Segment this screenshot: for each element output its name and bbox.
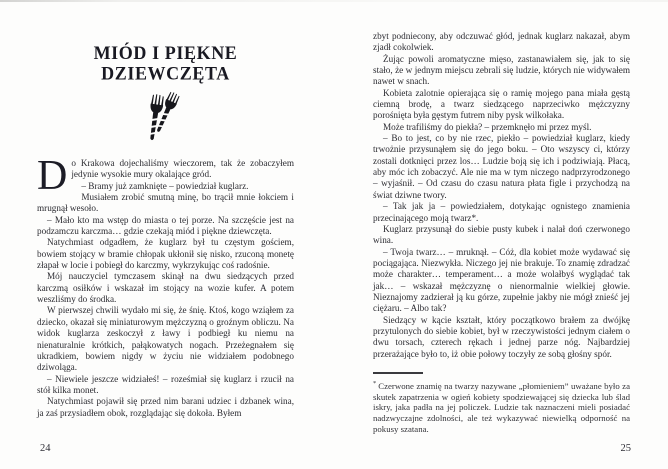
paragraph: Natychmiast odgadłem, że kuglarz był tu częstym gościem, bowiem stojący w bramie chłopak ukłonił się nisko, rzuconą monetę złapał w locie i pobiegł do karczmy, wykrzykując coś radośnie. <box>37 237 294 271</box>
paragraph: – Bo to jest, co by nie rzec, piekło – powiedział kuglarz, kiedy trwożnie przysunąłem się do jego boku. – Oto wszyscy ci, którzy zostali dotknięci przez los… Ludzie boją się ich i podziwiają. Płacą, aby móc ich zobaczyć. Ale nie ma w tym niczego nadprzyrodzonego – wyjaśnił. – Od czasu do czasu natura płata figle i przychodzą na świat dziwne twory. <box>373 133 630 200</box>
two-forks-icon <box>37 91 294 145</box>
footnote-marker: * <box>373 379 377 387</box>
paragraph: Musiałem zrobić smutną minę, bo trącił mnie łokciem i mrugnął wesoło. <box>37 192 294 214</box>
paragraph: Może trafiliśmy do piekła? – przemknęło mi przez myśl. <box>383 121 592 132</box>
paragraph: Mój nauczyciel tymczasem skinął na dwu siedzących przed karczmą osiłków i wskazał im stojący na wozie kufer. A potem weszliśmy do środka. <box>37 271 294 305</box>
paragraph: Natychmiast pojawił się przed nim barani udziec i dzbanek wina, ja zaś przysiadłem obok, rozglądając się dokoła. Byłem <box>37 396 294 418</box>
paragraph: – Twoja twarz… – mruknął. – Cóż, dla kobiet może wydawać się pociągająca. Niezwykła. Niczego jej nie brakuje. To znamię zdradzać może charakter… temperament… a może wolałbyś wyglądać tak jak… – wskazał mężczyznę o nienormalnie wielkiej głowie. Nieznajomy zadzierał ją ku górze, zupełnie jakby nie mógł znieść jej ciężaru. – Albo tak? <box>373 246 630 314</box>
page-number-right: 25 <box>620 443 631 454</box>
left-text-column <box>37 0 294 419</box>
paragraph: Żując powoli aromatyczne mięso, zastanawiałem się, jak to się stało, że w jednym miejscu zebrali się ludzie, których nie widywałem nawet w snach. <box>373 53 630 87</box>
footnote-body: Czerwone znamię na twarzy nazywane „płomieniem” uważane było za skutek zapatrzenia w ogień kobiety spodziewającej się dziecka lub ślad iskry, jaka padła na jej policzek. Ludzie tak naznaczeni mieli posiadać nadzwyczajne zdolności, ale też wykazywać niewielką odporność na pokusy szatana. <box>373 380 630 435</box>
paragraph: W pierwszej chwili wydało mi się, że śnię. Ktoś, kogo wziąłem za dziecko, okazał się miniaturowym mężczyzną o groźnym obliczu. Na widok kuglarza zeskoczył z ławy i podbiegł ku niemu na nienaturalnie krótkich, pałąkowatych nogach. Przeżegnałem się ukradkiem, bowiem nigdy w życiu nie widziałem podobnego dziwoląga. <box>37 305 294 373</box>
chapter-title-line-1: MIÓD I PIĘKNE <box>93 41 238 64</box>
page-number-left: 24 <box>40 443 51 454</box>
paragraph: Siedzący w kącie kształt, który początkowo brałem za dwójkę przytulonych do siebie kobiet, był w rzeczywistości jednym ciałem o dwu torsach, czterech rękach i jednej parze nóg. Najbardziej przerażające było to, iż obie połowy toczyły ze sobą głośny spór. <box>373 314 630 359</box>
left-body-text <box>37 153 294 419</box>
chapter-title <box>94 43 238 84</box>
footnote-rule <box>373 372 423 374</box>
right-text-column <box>373 31 630 435</box>
drop-cap: D <box>37 153 68 199</box>
paragraph: – Bramy już zamknięte – powiedział kuglarz. <box>81 180 249 191</box>
footnote <box>373 372 630 435</box>
paragraph: Do Krakowa dojechaliśmy wieczorem, tak że zobaczyłem jedynie wysokie mury okalające gród. <box>37 153 294 199</box>
footnote-text <box>373 379 630 435</box>
paragraph: – Niewiele jeszcze widziałeś! – roześmiał się kuglarz i rzucił na stół kilka monet. <box>37 373 294 395</box>
paragraph: – Tak jak ja – powiedziałem, dotykając ognistego znamienia przecinającego moją twarz*. <box>373 201 630 223</box>
paragraph: Kuglarz przysunął do siebie pusty kubek i nalał doń czerwonego wina. <box>373 223 630 246</box>
paragraph: Kobieta zalotnie opierająca się o ramię mojego pana miała gęstą ciemną brodę, a twarz siedzącego naprzeciwko mężczyzny porośnięta była gęstym futrem niby pysk wilkołaka. <box>373 87 630 121</box>
paragraph: – Mało kto ma wstęp do miasta o tej porze. Na szczęście jest na podzamczu karczma… gdzie czekają miód i piękne dziewczęta. <box>37 214 294 237</box>
right-body-text <box>373 31 630 360</box>
page-right <box>334 0 668 469</box>
chapter-title-line-2: DZIEWCZĘTA <box>101 62 230 85</box>
chapter-header <box>37 43 294 145</box>
paragraph: zbyt podniecony, aby odczuwać głód, jednak kuglarz nakazał, abym zjadł cokolwiek. <box>373 31 630 53</box>
